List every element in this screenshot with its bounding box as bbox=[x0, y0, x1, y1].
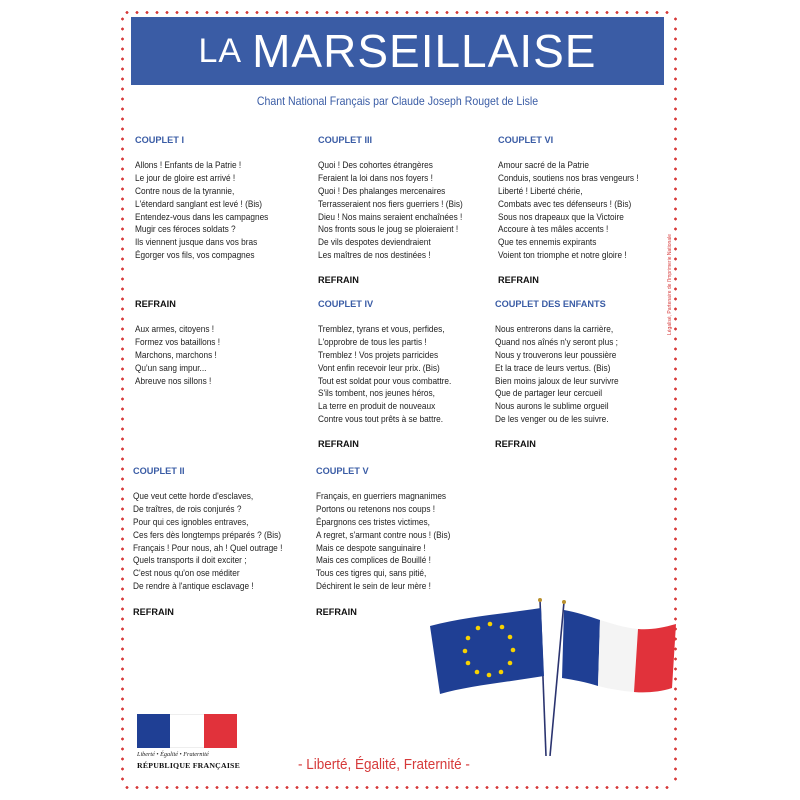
lyric-line: Qu'un sang impur... bbox=[135, 362, 207, 373]
lyric-line: Contre nous de la tyrannie, bbox=[135, 185, 235, 196]
lyric-line: Vont enfin recevoir leur prix. (Bis) bbox=[318, 362, 440, 373]
lyric-line: Déchirent le sein de leur mère ! bbox=[316, 581, 431, 592]
lyric-line: Allons ! Enfants de la Patrie ! bbox=[135, 159, 242, 170]
fr-flag-blue bbox=[562, 610, 600, 686]
lyric-line: Épargnons ces tristes victimes, bbox=[316, 516, 430, 527]
pole-finial bbox=[562, 600, 566, 604]
lyric-line: Quoi ! Des phalanges mercenaires bbox=[318, 185, 446, 196]
lyric-line: Nos fronts sous le joug se ploieraient ! bbox=[318, 224, 459, 235]
lyric-line: Feraient la loi dans nos foyers ! bbox=[318, 172, 433, 183]
title-prefix: LA bbox=[198, 31, 243, 70]
dotted-border-top bbox=[122, 11, 675, 14]
lyric-line: Nous entrerons dans la carrière, bbox=[495, 323, 614, 334]
lyric-line: Mais ce despote sanguinaire ! bbox=[316, 542, 426, 553]
lyric-line: Que tes ennemis expirants bbox=[498, 237, 597, 248]
lyric-line: De traîtres, de rois conjurés ? bbox=[133, 503, 242, 514]
lyric-line: Que de partager leur cercueil bbox=[495, 388, 603, 399]
lyric-line: Tremblez ! Vos projets parricides bbox=[318, 349, 439, 360]
lyric-line: Nous aurons le sublime orgueil bbox=[495, 401, 609, 412]
logo-flag bbox=[137, 714, 237, 748]
lyric-line: Quels transports il doit exciter ; bbox=[133, 555, 247, 566]
refrain-label: REFRAIN bbox=[498, 275, 539, 285]
lyric-line: Le jour de gloire est arrivé ! bbox=[135, 172, 236, 183]
lyric-line: De vils despotes deviendraient bbox=[318, 237, 431, 248]
lyric-line: Français ! Pour nous, ah ! Quel outrage ! bbox=[133, 542, 283, 553]
refrain-label: REFRAIN bbox=[318, 439, 359, 449]
couplet-heading: COUPLET I bbox=[135, 135, 185, 145]
lyric-line: Quand nos aînés n'y seront plus ; bbox=[495, 336, 618, 347]
lyric-line: Sous nos drapeaux que la Victoire bbox=[498, 211, 624, 222]
lyric-line: Aux armes, citoyens ! bbox=[135, 323, 215, 334]
lyric-line: De les venger ou de les suivre. bbox=[495, 414, 609, 425]
lyric-line: Pour qui ces ignobles entraves, bbox=[133, 516, 249, 527]
lyric-line: Abreuve nos sillons ! bbox=[135, 375, 212, 386]
couplet-enfants bbox=[495, 298, 632, 426]
side-note: Légalisé, Partenaire de l'Imprimerie Nationale bbox=[667, 233, 673, 335]
lyric-line: Mugir ces féroces soldats ? bbox=[135, 224, 236, 235]
lyric-line: Voient ton triomphe et notre gloire ! bbox=[498, 250, 627, 261]
lyric-line: Accoure à tes mâles accents ! bbox=[498, 224, 609, 235]
lyric-line: Liberté ! Liberté chérie, bbox=[498, 185, 583, 196]
title-band bbox=[131, 17, 664, 85]
lyric-line: Ils viennent jusque dans vos bras bbox=[135, 237, 258, 248]
lyric-line: C'est nous qu'on ose méditer bbox=[133, 568, 240, 579]
lyric-line: A regret, s'armant contre nous ! (Bis) bbox=[316, 529, 451, 540]
refrain-label: REFRAIN bbox=[495, 439, 536, 449]
lyric-line: Conduis, soutiens nos bras vengeurs ! bbox=[498, 172, 639, 183]
lyric-line: Nous y trouverons leur poussière bbox=[495, 349, 617, 360]
fr-flag-white bbox=[598, 620, 638, 692]
couplet-heading: COUPLET V bbox=[316, 466, 369, 476]
lyric-line: Terrasseraient nos fiers guerriers ! (Bis) bbox=[318, 198, 463, 209]
lyric-line: Français, en guerriers magnanimes bbox=[316, 490, 447, 501]
lyric-line: Dieu ! Nos mains seraient enchaînées ! bbox=[318, 211, 463, 222]
bottom-motto: - Liberté, Égalité, Fraternité - bbox=[298, 756, 470, 773]
lyric-line: Ces fers dès longtemps préparés ? (Bis) bbox=[133, 529, 281, 540]
dotted-border-left bbox=[121, 14, 124, 786]
pole-finial bbox=[538, 598, 542, 602]
lyric-line: Bien moins jaloux de leur survivre bbox=[495, 375, 619, 386]
lyric-line: L'opprobre de tous les partis ! bbox=[318, 336, 427, 347]
lyric-line: Portons ou retenons nos coups ! bbox=[316, 503, 436, 514]
republique-francaise-logo bbox=[137, 714, 240, 776]
flag-pole bbox=[550, 602, 564, 756]
couplet-5 bbox=[316, 465, 465, 593]
lyric-line: Égorger vos fils, vos compagnes bbox=[135, 250, 255, 261]
lyric-line: Tremblez, tyrans et vous, perfides, bbox=[318, 323, 445, 334]
couplet-6 bbox=[498, 134, 654, 262]
lyric-line: Amour sacré de la Patrie bbox=[498, 159, 589, 170]
flags-illustration bbox=[428, 596, 678, 756]
couplet-1 bbox=[135, 134, 283, 262]
lyric-line: Contre vous tout prêts à se battre. bbox=[318, 414, 444, 425]
couplet-heading: COUPLET DES ENFANTS bbox=[495, 299, 606, 309]
lyric-line: Formez vos bataillons ! bbox=[135, 336, 221, 347]
lyric-line: Et la trace de leurs vertus. (Bis) bbox=[495, 362, 611, 373]
couplet-heading: COUPLET VI bbox=[498, 135, 554, 145]
fr-flag-red bbox=[634, 624, 676, 692]
lyric-line: Les maîtres de nos destinées ! bbox=[318, 250, 431, 261]
dotted-border-bottom bbox=[122, 786, 675, 789]
lyric-line: Mais ces complices de Bouillé ! bbox=[316, 555, 431, 566]
couplet-heading: COUPLET III bbox=[318, 135, 373, 145]
lyric-line: Quoi ! Des cohortes étrangères bbox=[318, 159, 433, 170]
logo-name: RÉPUBLIQUE FRANÇAISE bbox=[137, 761, 240, 770]
subtitle: Chant National Français par Claude Joseph Rouget de Lisle bbox=[256, 94, 539, 108]
couplet-4 bbox=[318, 298, 466, 426]
couplet-heading: COUPLET IV bbox=[318, 299, 374, 309]
page-title: MARSEILLAISE bbox=[252, 25, 597, 77]
refrain-label: REFRAIN bbox=[133, 607, 174, 617]
lyric-line: La terre en produit de nouveaux bbox=[318, 401, 436, 412]
refrain-label: REFRAIN bbox=[318, 275, 359, 285]
lyric-line: De rendre à l'antique esclavage ! bbox=[133, 581, 254, 592]
refrain-label: REFRAIN bbox=[316, 607, 357, 617]
couplet-heading: COUPLET II bbox=[133, 466, 185, 476]
refrain-heading: REFRAIN bbox=[135, 299, 176, 309]
lyric-line: Tous ces tigres qui, sans pitié, bbox=[316, 568, 427, 579]
lyric-line: Marchons, marchons ! bbox=[135, 349, 217, 360]
logo-motto: Liberté • Égalité • Fraternité bbox=[137, 751, 209, 758]
couplet-2 bbox=[133, 465, 299, 593]
lyric-line: Tout est soldat pour vous combattre. bbox=[318, 375, 452, 386]
couplet-3 bbox=[318, 134, 479, 262]
lyric-line: Combats avec tes défenseurs ! (Bis) bbox=[498, 198, 632, 209]
eu-flag bbox=[430, 608, 544, 694]
lyric-line: Que veut cette horde d'esclaves, bbox=[133, 490, 254, 501]
lyric-line: L'étendard sanglant est levé ! (Bis) bbox=[135, 198, 263, 209]
lyric-line: Entendez-vous dans les campagnes bbox=[135, 211, 269, 222]
refrain-block bbox=[135, 298, 229, 387]
lyric-line: S'ils tombent, nos jeunes héros, bbox=[318, 388, 435, 399]
